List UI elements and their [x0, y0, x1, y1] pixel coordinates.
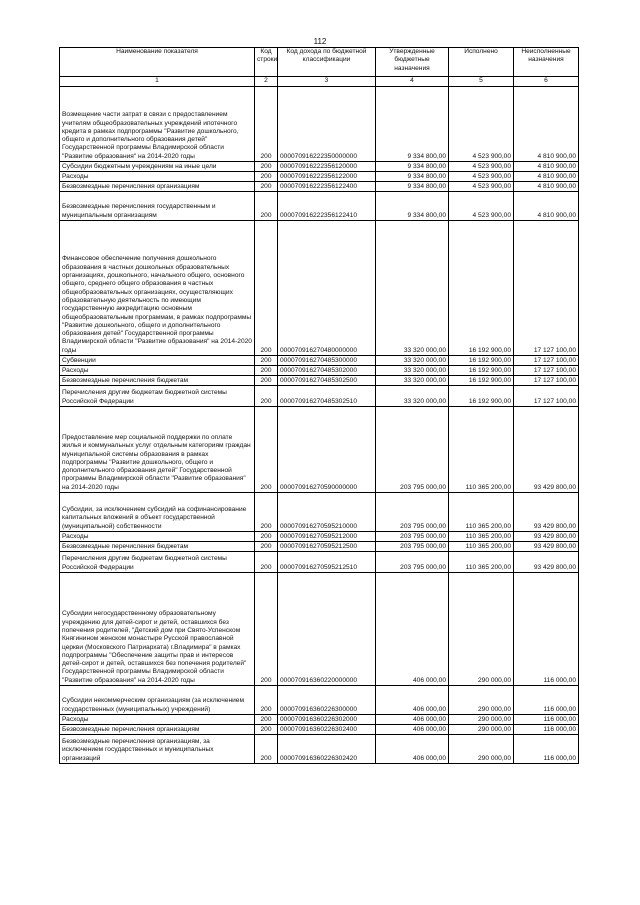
row-budget-code: 000070916270485302000 — [278, 366, 376, 376]
table-row — [60, 725, 579, 735]
row-unexecuted: 116 000,00 — [514, 725, 579, 735]
table-row — [60, 376, 579, 386]
row-name: Перечисления другим бюджетам бюджетной системы Российской Федерации — [60, 386, 255, 407]
row-name: Субсидии бюджетным учреждениям на иные цели — [60, 162, 255, 172]
row-executed: 290 000,00 — [449, 715, 514, 725]
row-unexecuted: 116 000,00 — [514, 715, 579, 725]
row-approved: 406 000,00 — [376, 735, 449, 764]
row-executed: 290 000,00 — [449, 573, 514, 686]
row-approved: 33 320 000,00 — [376, 221, 449, 356]
row-approved: 406 000,00 — [376, 715, 449, 725]
row-unexecuted: 93 429 800,00 — [514, 493, 579, 532]
row-line-code: 200 — [255, 735, 278, 764]
row-approved: 203 795 000,00 — [376, 532, 449, 542]
row-budget-code: 000070916270485300000 — [278, 356, 376, 366]
row-unexecuted: 4 810 900,00 — [514, 162, 579, 172]
budget-execution-table — [59, 47, 579, 764]
row-budget-code: 000070916222356120000 — [278, 162, 376, 172]
row-budget-code: 000070916270595210000 — [278, 493, 376, 532]
row-budget-code: 000070916270590000000 — [278, 407, 376, 493]
row-line-code: 200 — [255, 87, 278, 162]
row-name: Расходы — [60, 172, 255, 182]
row-name: Безвозмездные перечисления организациям — [60, 725, 255, 735]
row-unexecuted: 93 429 800,00 — [514, 552, 579, 573]
row-executed: 110 365 200,00 — [449, 532, 514, 542]
table-row — [60, 172, 579, 182]
row-executed: 4 523 900,00 — [449, 182, 514, 192]
row-line-code: 200 — [255, 221, 278, 356]
row-approved: 9 334 800,00 — [376, 192, 449, 221]
row-name: Расходы — [60, 532, 255, 542]
row-name: Субсидии негосударственному образовательному учреждению для детей-сирот и детей, оставшихся без попечения родителей, "Детский дом при Свято-Успенском Княгинином женском монастыре Русской православной церкви (Московского Патриархата) г.Владимира" в рамках подпрограммы "Обеспечение защиты прав и интересов детей-сирот и детей, оставшихся без попечения родителей" Государственной программы Владимирской области "Развитие образования" на 2014-2020 годы — [60, 573, 255, 686]
row-name: Безвозмездные перечисления бюджетам — [60, 542, 255, 552]
row-name: Безвозмездные перечисления государственным и муниципальным организациям — [60, 192, 255, 221]
page-number: 112 — [313, 37, 327, 46]
table-row — [60, 735, 579, 764]
row-budget-code: 000070916270595212500 — [278, 542, 376, 552]
row-budget-code: 000070916360226302000 — [278, 715, 376, 725]
row-line-code: 200 — [255, 573, 278, 686]
row-approved: 406 000,00 — [376, 573, 449, 686]
row-unexecuted: 4 810 900,00 — [514, 182, 579, 192]
header-budget-code: Код дохода по бюджетной классификации — [278, 48, 376, 77]
row-name: Субсидии, за исключением субсидий на софинансирование капитальных вложений в объект государственной (муниципальной) собственности — [60, 493, 255, 532]
table-body — [60, 87, 579, 764]
column-number: 6 — [514, 77, 579, 87]
table-row — [60, 493, 579, 532]
row-line-code: 200 — [255, 366, 278, 376]
row-line-code: 200 — [255, 725, 278, 735]
row-line-code: 200 — [255, 172, 278, 182]
row-name: Возмещение части затрат в связи с предоставлением учителям общеобразовательных учреждений ипотечного кредита в рамках подпрограммы "Развитие дошкольного, общего и дополнительного образования детей" Государственной программы Владимирской области "Развитие образования" на 2014-2020 годы — [60, 87, 255, 162]
table-row — [60, 407, 579, 493]
table-row — [60, 192, 579, 221]
row-line-code: 200 — [255, 376, 278, 386]
table-header-row — [60, 48, 579, 77]
row-unexecuted: 17 127 100,00 — [514, 221, 579, 356]
row-approved: 33 320 000,00 — [376, 376, 449, 386]
row-name: Субсидии некоммерческим организациям (за исключением государственных (муниципальных) учреждений) — [60, 686, 255, 715]
table-row — [60, 221, 579, 356]
row-budget-code: 000070916222350000000 — [278, 87, 376, 162]
row-unexecuted: 4 810 900,00 — [514, 87, 579, 162]
column-number: 1 — [60, 77, 255, 87]
column-number-row — [60, 77, 579, 87]
header-unexecuted: Неисполненные назначения — [514, 48, 579, 77]
row-name: Безвозмездные перечисления организациям — [60, 182, 255, 192]
table-row — [60, 356, 579, 366]
row-budget-code: 000070916270595212510 — [278, 552, 376, 573]
row-executed: 16 192 900,00 — [449, 221, 514, 356]
row-executed: 16 192 900,00 — [449, 386, 514, 407]
column-number: 4 — [376, 77, 449, 87]
row-line-code: 200 — [255, 386, 278, 407]
row-approved: 9 334 800,00 — [376, 182, 449, 192]
row-name: Перечисления другим бюджетам бюджетной системы Российской Федерации — [60, 552, 255, 573]
row-unexecuted: 17 127 100,00 — [514, 386, 579, 407]
table-row — [60, 552, 579, 573]
table-row — [60, 686, 579, 715]
column-number: 3 — [278, 77, 376, 87]
row-line-code: 200 — [255, 162, 278, 172]
row-executed: 16 192 900,00 — [449, 356, 514, 366]
row-executed: 4 523 900,00 — [449, 172, 514, 182]
row-executed: 110 365 200,00 — [449, 407, 514, 493]
row-line-code: 200 — [255, 356, 278, 366]
row-approved: 9 334 800,00 — [376, 87, 449, 162]
row-line-code: 200 — [255, 182, 278, 192]
row-executed: 110 365 200,00 — [449, 493, 514, 532]
row-executed: 4 523 900,00 — [449, 162, 514, 172]
row-budget-code: 000070916270485302500 — [278, 376, 376, 386]
row-executed: 110 365 200,00 — [449, 542, 514, 552]
row-approved: 33 320 000,00 — [376, 356, 449, 366]
row-executed: 290 000,00 — [449, 686, 514, 715]
row-budget-code: 000070916222356122410 — [278, 192, 376, 221]
row-budget-code: 000070916360220000000 — [278, 573, 376, 686]
row-budget-code: 000070916360226300000 — [278, 686, 376, 715]
row-unexecuted: 4 810 900,00 — [514, 192, 579, 221]
table-row — [60, 573, 579, 686]
header-line-code: Код строки — [255, 48, 278, 77]
table-row — [60, 542, 579, 552]
row-budget-code: 000070916360226302400 — [278, 725, 376, 735]
table-row — [60, 366, 579, 376]
row-name: Субвенции — [60, 356, 255, 366]
row-approved: 203 795 000,00 — [376, 493, 449, 532]
row-unexecuted: 4 810 900,00 — [514, 172, 579, 182]
row-executed: 16 192 900,00 — [449, 376, 514, 386]
row-executed: 290 000,00 — [449, 735, 514, 764]
row-line-code: 200 — [255, 407, 278, 493]
row-line-code: 200 — [255, 532, 278, 542]
row-executed: 290 000,00 — [449, 725, 514, 735]
row-budget-code: 000070916270595212000 — [278, 532, 376, 542]
table-row — [60, 715, 579, 725]
row-name: Расходы — [60, 715, 255, 725]
row-budget-code: 000070916270480000000 — [278, 221, 376, 356]
row-unexecuted: 116 000,00 — [514, 735, 579, 764]
table-row — [60, 386, 579, 407]
row-unexecuted: 17 127 100,00 — [514, 356, 579, 366]
header-executed: Исполнено — [449, 48, 514, 77]
row-line-code: 200 — [255, 493, 278, 532]
row-approved: 9 334 800,00 — [376, 162, 449, 172]
row-name: Финансовое обеспечение получения дошкольного образования в частных дошкольных образовательных организациях, дошкольного, начального общего, основного общего, среднего общего образования в частных общеобразовательных организациях, осуществляющих образовательную деятельность по имеющим государственную аккредитацию основным общеобразовательным программам, в рамках подпрограммы "Развитие дошкольного, общего и дополнительного образования детей" Государственной программы Владимирской области "Развитие образования" на 2014-2020 годы — [60, 221, 255, 356]
row-unexecuted: 93 429 800,00 — [514, 407, 579, 493]
row-line-code: 200 — [255, 686, 278, 715]
row-executed: 4 523 900,00 — [449, 192, 514, 221]
row-unexecuted: 93 429 800,00 — [514, 532, 579, 542]
row-name: Предоставление мер социальной поддержки по оплате жилья и коммунальных услуг отдельным категориям граждан муниципальной системы образования в рамках подпрограммы "Развитие дошкольного, общего и дополнительного образования детей" Государственной программы Владимирской области "Развитие образования" на 2014-2020 годы — [60, 407, 255, 493]
row-line-code: 200 — [255, 552, 278, 573]
row-approved: 33 320 000,00 — [376, 386, 449, 407]
row-budget-code: 000070916270485302510 — [278, 386, 376, 407]
row-unexecuted: 17 127 100,00 — [514, 376, 579, 386]
row-approved: 203 795 000,00 — [376, 552, 449, 573]
row-unexecuted: 116 000,00 — [514, 686, 579, 715]
table-row — [60, 532, 579, 542]
row-unexecuted: 116 000,00 — [514, 573, 579, 686]
header-approved: Утвержденные бюджетные назначения — [376, 48, 449, 77]
table-row — [60, 162, 579, 172]
row-unexecuted: 93 429 800,00 — [514, 542, 579, 552]
column-number: 2 — [255, 77, 278, 87]
row-line-code: 200 — [255, 192, 278, 221]
row-approved: 203 795 000,00 — [376, 407, 449, 493]
row-approved: 9 334 800,00 — [376, 172, 449, 182]
row-line-code: 200 — [255, 542, 278, 552]
row-executed: 110 365 200,00 — [449, 552, 514, 573]
row-name: Безвозмездные перечисления бюджетам — [60, 376, 255, 386]
row-executed: 4 523 900,00 — [449, 87, 514, 162]
row-approved: 203 795 000,00 — [376, 542, 449, 552]
row-approved: 33 320 000,00 — [376, 366, 449, 376]
row-unexecuted: 17 127 100,00 — [514, 366, 579, 376]
header-indicator-name: Наименование показателя — [60, 48, 255, 77]
row-budget-code: 000070916222356122000 — [278, 172, 376, 182]
row-budget-code: 000070916222356122400 — [278, 182, 376, 192]
row-executed: 16 192 900,00 — [449, 366, 514, 376]
row-approved: 406 000,00 — [376, 725, 449, 735]
table-row — [60, 182, 579, 192]
column-number: 5 — [449, 77, 514, 87]
row-name: Безвозмездные перечисления организациям, за исключением государственных и муниципальных организаций — [60, 735, 255, 764]
row-budget-code: 000070916360226302420 — [278, 735, 376, 764]
row-approved: 406 000,00 — [376, 686, 449, 715]
row-line-code: 200 — [255, 715, 278, 725]
table-row — [60, 87, 579, 162]
row-name: Расходы — [60, 366, 255, 376]
